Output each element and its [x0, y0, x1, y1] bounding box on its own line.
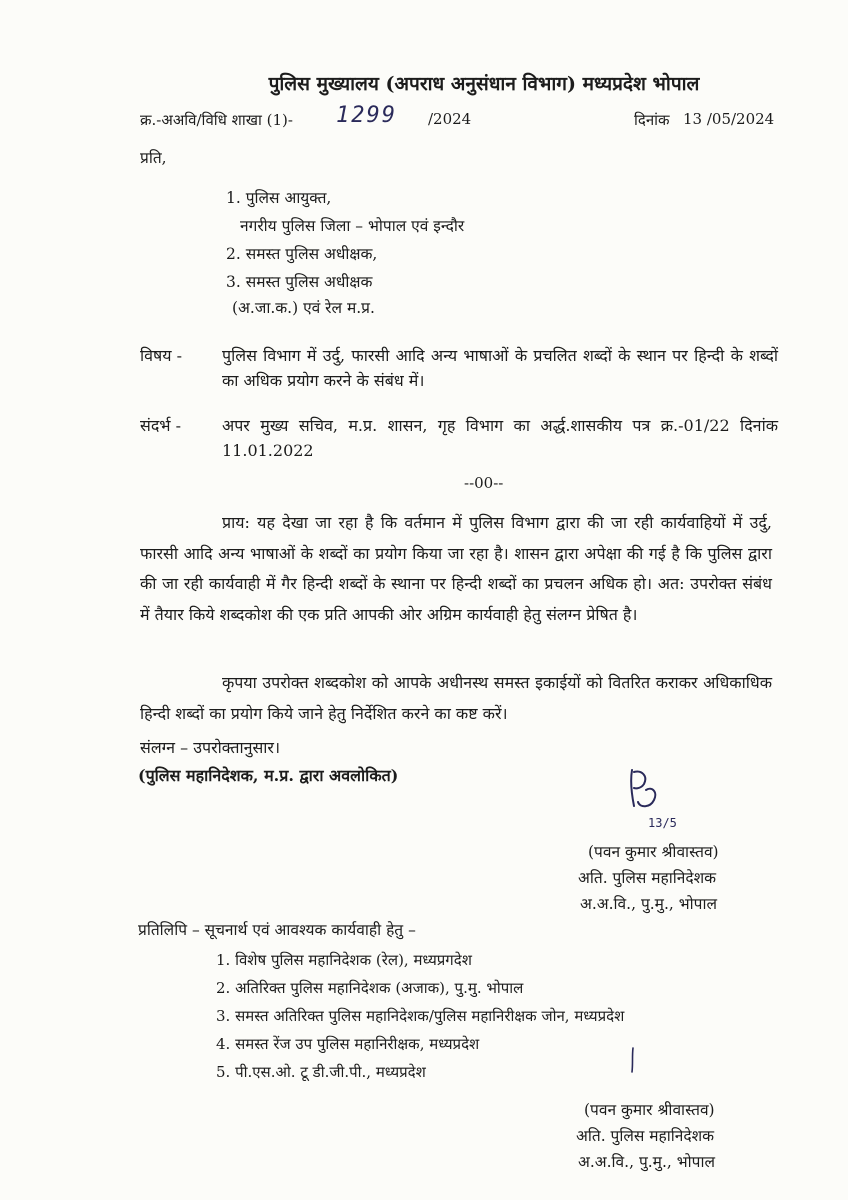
subject-text: पुलिस विभाग में उर्दु, फारसी आदि अन्य भाषाओं के प्रचलित शब्दों के स्थान पर हिन्दी के शब्दों का अधिक प्रयोग करने के संबंध में। — [222, 346, 778, 390]
signatory-2-name: (पवन कुमार श्रीवास्तव) — [584, 1101, 715, 1119]
copy-label: प्रतिलिपि – सूचनार्थ एवं आवश्यक कार्यवाही हेतु – — [138, 921, 416, 939]
signatory-2-office: अ.अ.वि., पु.मु., भोपाल — [578, 1153, 715, 1171]
addressee-3-detail: (अ.जा.क.) एवं रेल म.प्र. — [232, 299, 375, 317]
reviewed-note: (पुलिस महानिदेशक, म.प्र. द्वारा अवलोकित) — [138, 766, 399, 785]
signatory-2-designation: अति. पुलिस महानिदेशक — [576, 1127, 715, 1145]
separator: --00-- — [464, 474, 504, 492]
signatory-1-office: अ.अ.वि., पु.मु., भोपाल — [580, 895, 717, 913]
body-paragraph-2: कृपया उपरोक्त शब्दकोश को आपके अधीनस्थ समस्त इकाईयों को वितरित कराकर अधिकाधिक हिन्दी शब्दों का प्रयोग किये जाने हेतु निर्देशित करने का कष्ट करें। — [140, 673, 772, 723]
addressee-1: 1. पुलिस आयुक्त, — [226, 189, 332, 207]
signature-mark — [618, 762, 678, 822]
copy-item-1: 1. विशेष पुलिस महानिदेशक (रेल), मध्यप्रगदेश — [216, 951, 472, 969]
copy-item-3: 3. समस्त अतिरिक्त पुलिस महानिदेशक/पुलिस महानिरीक्षक जोन, मध्यप्रदेश — [216, 1007, 625, 1025]
body-paragraph-1: प्राय: यह देखा जा रहा है कि वर्तमान में पुलिस विभाग द्वारा की जा रही कार्यवाहियों में उर्दु, फारसी आदि अन्य भाषाओं के शब्दों का प्रयोग किया जा रहा है। शासन द्वारा अपेक्षा की गई है कि पुलिस द्वारा की जा रही कार्यवाही में गैर हिन्दी शब्दों के स्थाना पर हिन्दी शब्दों का प्रचलन अधिक हो। अत: उपरोक्त संबंध में तैयार किये शब्दकोश की एक प्रति आपकी ओर अग्रिम कार्यवाही हेतु संलग्न प्रेषित है। — [140, 513, 772, 624]
to-label: प्रति, — [140, 149, 167, 167]
date-value: 13 /05/2024 — [683, 110, 775, 128]
reference-label: संदर्भ - — [140, 416, 182, 435]
addressee-3: 3. समस्त पुलिस अधीक्षक — [226, 273, 373, 291]
copy-item-4: 4. समस्त रेंज उप पुलिस महानिरीक्षक, मध्यप्रदेश — [216, 1035, 480, 1053]
signatory-1-name: (पवन कुमार श्रीवास्तव) — [588, 843, 719, 861]
copy-item-5: 5. पी.एस.ओ. टू डी.जी.पी., मध्यप्रदेश — [216, 1063, 426, 1081]
addressee-1-detail: नगरीय पुलिस जिला – भोपाल एवं इन्दौर — [240, 217, 465, 235]
signature-date-handwritten: 13/5 — [648, 816, 677, 830]
reference-text: अपर मुख्य सचिव, म.प्र. शासन, गृह विभाग का अर्द्ध.शासकीय पत्र क्र.-01/22 दिनांक 11.01.2022 — [222, 416, 778, 460]
reference-prefix: क्र.-अअवि/विधि शाखा (1)- — [140, 111, 293, 129]
subject-label: विषय - — [140, 346, 183, 365]
reference-year: /2024 — [428, 110, 472, 128]
letter-heading: पुलिस मुख्यालय (अपराध अनुसंधान विभाग) मध्यप्रदेश भोपाल — [268, 73, 700, 95]
enclosure-note: संलग्न – उपरोक्तानुसार। — [140, 738, 281, 757]
date-label: दिनांक — [634, 111, 670, 129]
signatory-1-designation: अति. पुलिस महानिदेशक — [578, 869, 717, 887]
copy-item-2: 2. अतिरिक्त पुलिस महानिदेशक (अजाक), पु.मु. भोपाल — [216, 979, 524, 997]
addressee-2: 2. समस्त पुलिस अधीक्षक, — [226, 245, 378, 263]
initial-mark — [628, 1046, 638, 1076]
handwritten-ref-number: 1299 — [336, 103, 397, 128]
